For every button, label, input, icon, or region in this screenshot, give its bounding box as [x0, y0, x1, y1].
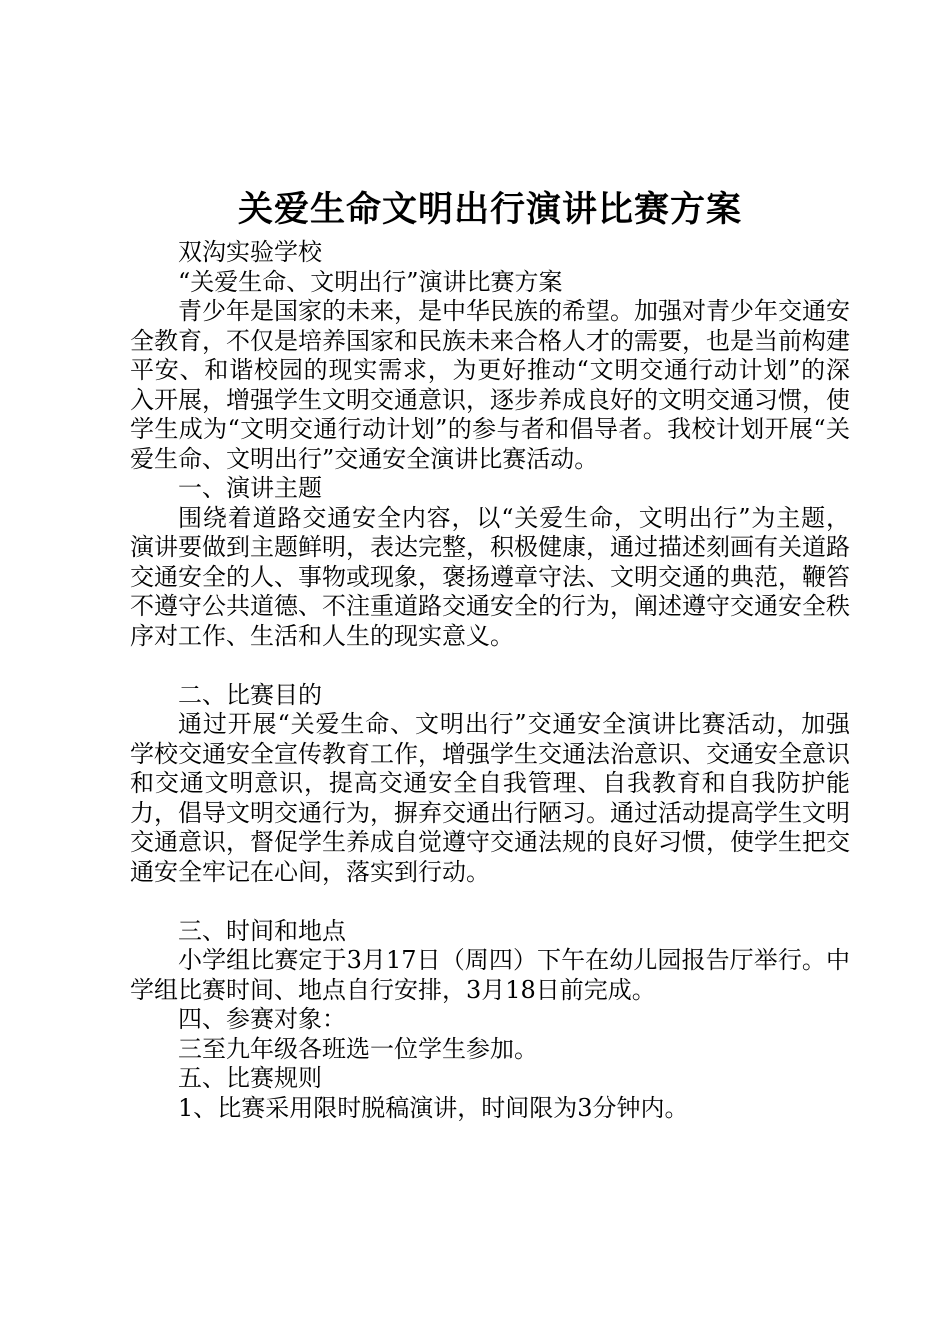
section-heading-participants: 四、参赛对象： — [178, 1005, 346, 1033]
rule-item: 1、比赛采用限时脱稿演讲，时间限为3分钟内。 — [178, 1093, 689, 1122]
document-title: 关爱生命文明出行演讲比赛方案 — [237, 189, 742, 230]
paragraph-spacer — [130, 651, 850, 681]
section-heading-purpose: 二、比赛目的 — [178, 680, 322, 709]
paragraph-spacer — [130, 887, 850, 917]
theme-paragraph: 围绕着道路交通安全内容，以“关爱生命，文明出行”为主题，演讲要做到主题鲜明，表达完整，积极健康，通过描述刻画有关道路交通安全的人、事物或现象，褒扬遵章守法、文明交通的典范，鞭笞不遵守公共道德、不注重道路交通安全的行为，阐述遵守交通安全秩序对工作、生活和人生的现实意义。 — [130, 503, 850, 650]
section-heading-rules: 五、比赛规则 — [178, 1064, 322, 1092]
section-heading-theme: 一、演讲主题 — [178, 474, 322, 502]
school-name: 双沟实验学校 — [178, 238, 322, 266]
document-page — [130, 186, 850, 1123]
time-place-paragraph: 小学组比赛定于3月17日（周四）下午在幼儿园报告厅举行。中学组比赛时间、地点自行安排，3月18日前完成。 — [130, 946, 850, 1004]
purpose-paragraph: 通过开展“关爱生命、文明出行”交通安全演讲比赛活动，加强学校交通安全宣传教育工作，增强学生交通法治意识、交通安全意识和交通文明意识，提高交通安全自我管理、自我教育和自我防护能力，倡导文明交通行为，摒弃交通出行陋习。通过活动提高学生文明交通意识，督促学生养成自觉遵守交通法规的良好习惯，使学生把交通安全牢记在心间，落实到行动。 — [130, 710, 850, 886]
plan-subtitle: “关爱生命、文明出行”演讲比赛方案 — [178, 267, 563, 296]
intro-paragraph: 青少年是国家的未来，是中华民族的希望。加强对青少年交通安全教育，不仅是培养国家和民族未来合格人才的需要，也是当前构建平安、和谐校园的现实需求，为更好推动“文明交通行动计划”的深入开展，增强学生文明交通意识，逐步养成良好的文明交通习惯，使学生成为“文明交通行动计划”的参与者和倡导者。我校计划开展“关爱生命、文明出行”交通安全演讲比赛活动。 — [130, 297, 850, 473]
participants-paragraph: 三至九年级各班选一位学生参加。 — [178, 1034, 538, 1063]
section-heading-time-place: 三、时间和地点 — [178, 916, 346, 945]
